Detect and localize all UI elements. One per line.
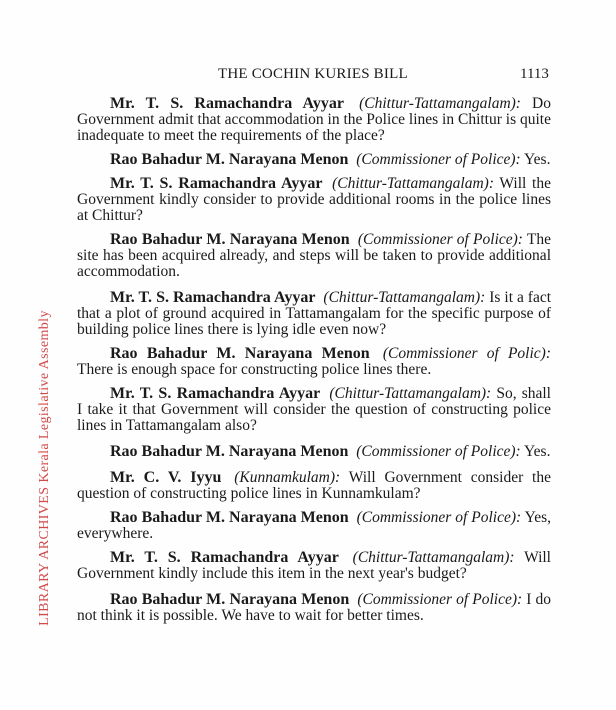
speech-text: Yes. xyxy=(524,151,551,168)
exchange-answer-3 xyxy=(77,346,551,378)
exchange-question-2 xyxy=(77,176,551,224)
speaker-name: Mr. C. V. Iyyu xyxy=(110,469,222,486)
speaker-name: Mr. T. S. Ramachandra Ayyar xyxy=(110,289,316,306)
watermark-text: LIBRARY ARCHIVES Kerala Legislative Assembly xyxy=(37,310,52,626)
speech-text: There is enough space for constructing police lines there. xyxy=(77,361,432,378)
exchange-question-1 xyxy=(77,96,551,144)
speech-text: Will the Government kindly consider to provide additional rooms in the police lines at Chittur? xyxy=(77,175,551,224)
speaker-name: Mr. T. S. Ramachandra Ayyar xyxy=(110,385,321,402)
exchange-question-6 xyxy=(77,550,551,582)
speaker-name: Mr. T. S. Ramachandra Ayyar xyxy=(110,549,339,566)
speaker-name: Mr. T. S. Ramachandra Ayyar xyxy=(110,95,344,112)
speaker-name: Rao Bahadur M. Narayana Menon xyxy=(110,151,349,168)
page-number: 1113 xyxy=(520,66,549,82)
exchange-answer-6 xyxy=(77,592,551,624)
speaker-name: Mr. T. S. Ramachandra Ayyar xyxy=(110,175,323,192)
speaker-constituency: (Commissioner of Police): xyxy=(356,443,521,460)
speaker-name: Rao Bahadur M. Narayana Menon xyxy=(110,443,349,460)
exchange-answer-2 xyxy=(77,232,551,280)
running-title: THE COCHIN KURIES BILL xyxy=(218,66,408,82)
speech-text: Yes, everywhere. xyxy=(77,509,551,542)
speaker-name: Rao Bahadur M. Narayana Menon xyxy=(110,345,370,362)
speaker-name: Rao Bahadur M. Narayana Menon xyxy=(110,509,349,526)
speech-text: Will Government consider the question of constructing police lines in Kunnamkulam? xyxy=(77,469,551,502)
speaker-constituency: (Chittur-Tattamangalam): xyxy=(323,289,486,306)
speaker-constituency: (Commissioner of Police): xyxy=(356,509,522,526)
speaker-constituency: (Kunnamkulam): xyxy=(234,469,341,486)
speaker-constituency: (Commissioner of Polic): xyxy=(382,345,551,362)
speaker-name: Rao Bahadur M. Narayana Menon xyxy=(110,231,350,248)
speech-text: Will Government kindly include this item in the next year's budget? xyxy=(77,549,551,582)
archive-watermark xyxy=(35,310,55,626)
speech-text: So, shall I take it that Government will consider the question of constructing police lines in Tattamangalam also? xyxy=(77,385,551,434)
exchange-answer-4 xyxy=(77,444,551,460)
speech-text: Yes. xyxy=(524,443,551,460)
exchange-question-3 xyxy=(77,290,551,338)
speaker-constituency: (Chittur-Tattamangalam): xyxy=(352,549,515,566)
page-header xyxy=(0,66,616,90)
speaker-constituency: (Commissioner of Police): xyxy=(357,231,523,248)
exchange-question-5 xyxy=(77,470,551,502)
transcript-body xyxy=(77,96,551,624)
speaker-constituency: (Chittur-Tattamangalam): xyxy=(329,385,492,402)
speaker-constituency: (Chittur-Tattamangalam): xyxy=(359,95,521,112)
speech-text: The site has been acquired already, and steps will be taken to provide additional accommodation. xyxy=(77,231,551,280)
exchange-question-4 xyxy=(77,386,551,434)
speaker-constituency: (Chittur-Tattamangalam): xyxy=(332,175,495,192)
speaker-name: Rao Bahadur M. Narayana Menon xyxy=(110,591,350,608)
exchange-answer-1 xyxy=(77,152,551,168)
speaker-constituency: (Commissioner of Police): xyxy=(356,151,521,168)
speaker-constituency: (Commissioner of Police): xyxy=(357,591,523,608)
speech-text: I do not think it is possible. We have to wait for better times. xyxy=(77,591,552,624)
speech-text: Is it a fact that a plot of ground acquired in Tattamangalam for the specific purpose of building police lines there is lying idle even now? xyxy=(77,289,552,338)
speech-text: Do Government admit that accommodation in the Police lines in Chittur is quite inadequate to meet the requirements of the place? xyxy=(77,95,551,144)
exchange-answer-5 xyxy=(77,510,551,542)
